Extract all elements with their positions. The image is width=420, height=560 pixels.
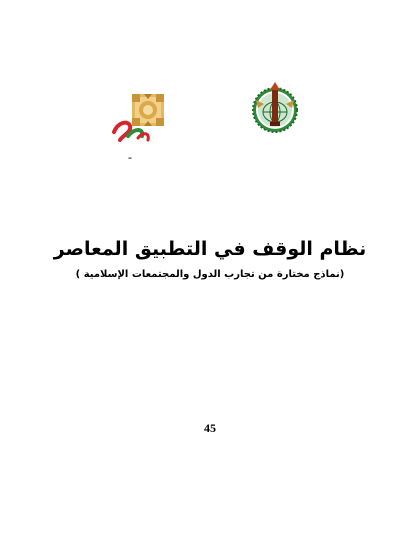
islamic-development-bank-emblem <box>250 82 300 136</box>
gold-ornament-icon <box>132 94 164 126</box>
waqf-foundation-logo <box>108 92 170 144</box>
header-dash: - <box>128 150 132 164</box>
document-title: نظام الوقف في التطبيق المعاصر <box>53 238 367 260</box>
document-subtitle: (نماذج مختارة من تجارب الدول والمجتمعات الإسلامية ) <box>75 269 345 280</box>
page-number: 45 <box>204 421 216 435</box>
